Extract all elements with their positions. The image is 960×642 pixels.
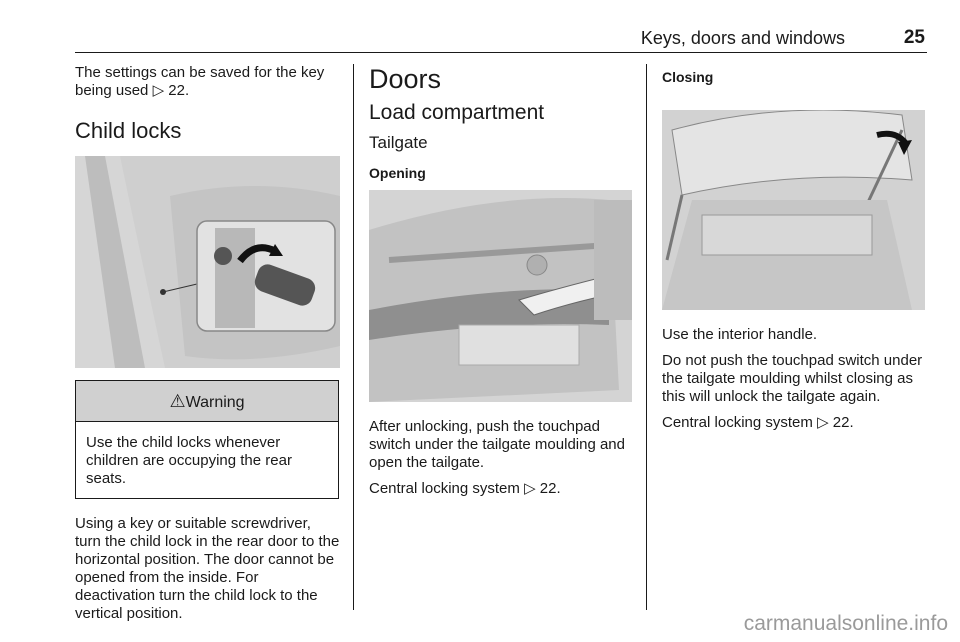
doors-heading: Doors <box>369 64 442 94</box>
child-lock-drawing <box>75 156 340 368</box>
child-locks-heading: Child locks <box>75 118 182 143</box>
intro-paragraph: The settings can be saved for the key being used ▷ 22. <box>75 64 325 99</box>
tailgate-opening-illustration <box>369 190 632 402</box>
column-1 <box>75 64 340 631</box>
central-locking-ref-1: Central locking system ▷ 22. <box>369 480 561 497</box>
warning-title: Warning <box>185 394 245 411</box>
closing-label: Closing <box>662 69 714 85</box>
column-3 <box>662 64 927 440</box>
tailgate-closing-illustration <box>662 110 925 310</box>
closing-instructions: Use the interior handle. <box>662 326 818 343</box>
tailgate-heading: Tailgate <box>369 133 428 152</box>
central-locking-ref-2: Central locking system ▷ 22. <box>662 414 854 431</box>
column-divider-1 <box>353 64 354 610</box>
page-number: 25 <box>903 27 925 48</box>
warning-text: Use the child locks whenever children are occupying the rear seats. <box>86 434 292 487</box>
page-ref-link[interactable]: 22. <box>832 414 854 431</box>
opening-label: Opening <box>369 165 426 181</box>
warning-title-bar <box>76 381 338 422</box>
column-divider-2 <box>646 64 647 610</box>
watermark: carmanualsonline.info <box>743 612 948 635</box>
section-title: Keys, doors and windows <box>640 28 845 48</box>
column-2 <box>369 64 634 506</box>
closing-caution: Do not push the touchpad switch under the tailgate moulding whilst closing as this will unlock the tailgate again. <box>662 352 923 405</box>
child-lock-illustration <box>75 156 340 368</box>
page-ref-link[interactable]: 22. <box>539 480 561 497</box>
page-header <box>75 26 927 53</box>
warning-box <box>75 380 339 499</box>
page-ref-arrow-icon: ▷ <box>524 480 540 497</box>
page-ref-arrow-icon: ▷ <box>817 414 833 431</box>
page-ref-link[interactable]: 22. <box>168 82 190 99</box>
child-lock-instructions: Using a key or suitable screwdriver, turn the child lock in the rear door to the horizontal position. The door cannot be opened from the inside. For deactivation turn the child lock to the vertical position. <box>75 515 340 622</box>
tailgate-opening-drawing <box>369 190 632 402</box>
load-compartment-heading: Load compartment <box>369 101 545 124</box>
tailgate-closing-drawing <box>662 110 925 310</box>
warning-triangle-icon: ⚠ <box>169 391 186 411</box>
page-ref-arrow-icon: ▷ <box>152 82 169 99</box>
opening-instructions: After unlocking, push the touchpad switch under the tailgate moulding and open the tailgate. <box>369 418 625 471</box>
